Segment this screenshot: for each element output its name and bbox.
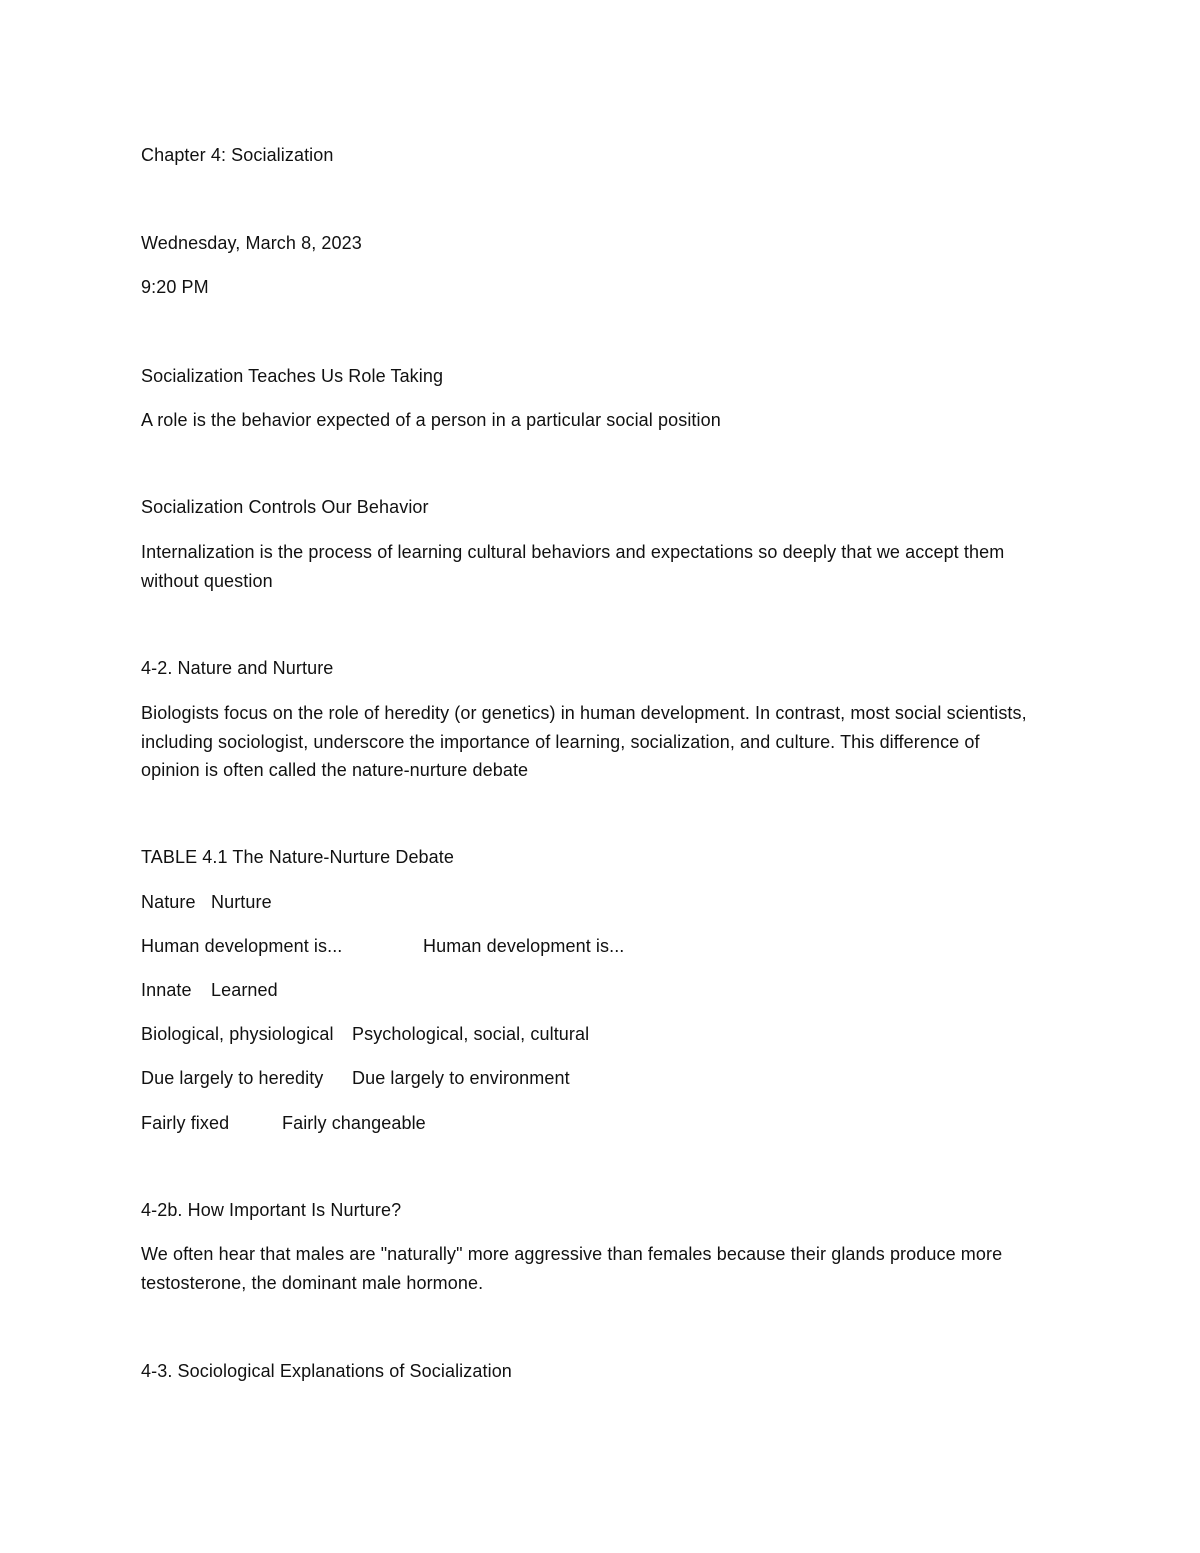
table-cell-nature: Nature bbox=[141, 892, 196, 912]
section-heading-role-taking: Socialization Teaches Us Role Taking bbox=[141, 366, 444, 386]
section-body-controls-behavior: Internalization is the process of learning cultural behaviors and expectations so deeply that we accept them without question bbox=[141, 542, 1005, 591]
section-heading-controls-behavior: Socialization Controls Our Behavior bbox=[141, 497, 429, 517]
table-cell-nature: Due largely to heredity bbox=[141, 1068, 324, 1088]
table-cell-nurture: Human development is... bbox=[423, 936, 625, 956]
table-title: TABLE 4.1 The Nature-Nurture Debate bbox=[141, 847, 454, 867]
table-cell-nature: Innate bbox=[141, 980, 192, 1000]
table-cell-nature: Biological, physiological bbox=[141, 1024, 334, 1044]
section-body-nurture-importance: We often hear that males are "naturally" more aggressive than females because their glands produce more testosterone, the dominant male hormone. bbox=[141, 1244, 1003, 1293]
section-body-nature-nurture: Biologists focus on the role of heredity (or genetics) in human development. In contrast, most social scientists, including sociologist, underscore the importance of learning, socialization, and culture. This difference of opinion is often called the nature-nurture debate bbox=[141, 703, 1027, 780]
table-cell-nature: Fairly fixed bbox=[141, 1113, 230, 1133]
note-date: Wednesday, March 8, 2023 bbox=[141, 233, 362, 253]
section-heading-sociological-explanations: 4-3. Sociological Explanations of Socialization bbox=[141, 1361, 512, 1381]
table-cell-nurture: Nurture bbox=[211, 892, 272, 912]
table-cell-nature: Human development is... bbox=[141, 936, 343, 956]
table-cell-nurture: Due largely to environment bbox=[352, 1068, 570, 1088]
table-row bbox=[141, 1064, 570, 1092]
section-heading-nurture-importance: 4-2b. How Important Is Nurture? bbox=[141, 1200, 402, 1220]
section-body-role-taking: A role is the behavior expected of a person in a particular social position bbox=[141, 410, 721, 430]
table-row bbox=[141, 888, 272, 916]
table-row bbox=[141, 1020, 589, 1048]
section-heading-nature-nurture: 4-2. Nature and Nurture bbox=[141, 658, 334, 678]
table-row bbox=[141, 932, 624, 960]
table-cell-nurture: Psychological, social, cultural bbox=[352, 1024, 590, 1044]
table-row bbox=[141, 1109, 426, 1137]
note-time: 9:20 PM bbox=[141, 277, 209, 297]
table-cell-nurture: Learned bbox=[211, 980, 278, 1000]
table-cell-nurture: Fairly changeable bbox=[282, 1113, 426, 1133]
table-row bbox=[141, 976, 278, 1004]
chapter-title: Chapter 4: Socialization bbox=[141, 145, 334, 165]
